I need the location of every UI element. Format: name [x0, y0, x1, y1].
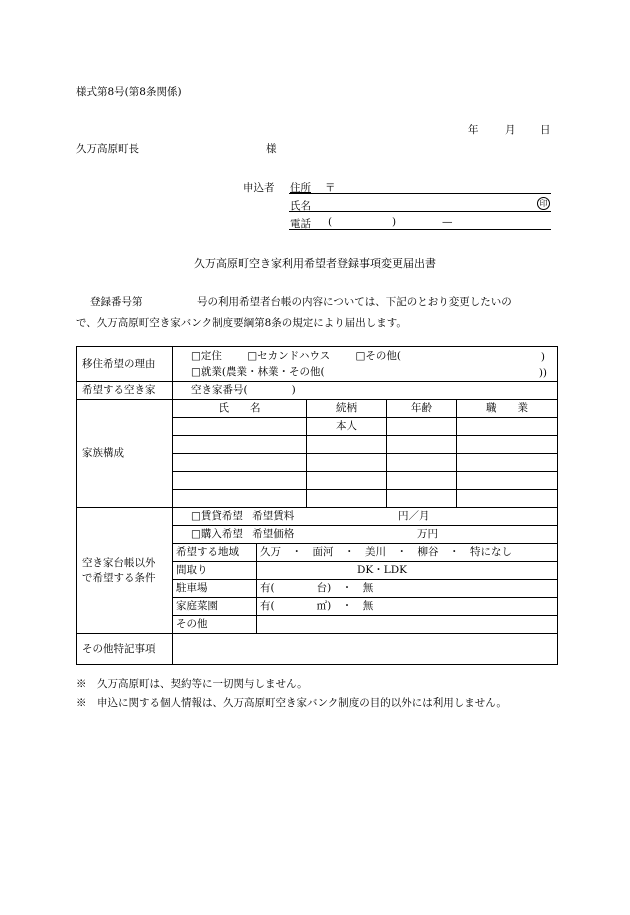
- honorific: 様: [266, 143, 277, 155]
- addressee: 久万高原町長: [76, 143, 139, 155]
- family-age-cell[interactable]: [387, 436, 457, 454]
- body-line1-a: 登録番号第: [90, 296, 143, 308]
- area-options[interactable]: 久万 ・ 面河 ・ 美川 ・ 柳谷 ・ 特になし: [257, 544, 558, 562]
- conditions-label-line2: で希望する条件: [82, 571, 156, 584]
- family-header-occupation: 職 業: [457, 400, 558, 418]
- address-field[interactable]: [289, 193, 551, 194]
- conditions-label: [77, 508, 173, 634]
- family-relation-cell[interactable]: [307, 436, 387, 454]
- date-month-label: 月: [505, 124, 516, 136]
- family-age-cell[interactable]: [387, 490, 457, 508]
- buy-field[interactable]: [173, 526, 558, 544]
- footnote-2: ※ 申込に関する個人情報は、久万高原町空き家バンク制度の目的以外には利用しません。: [76, 697, 507, 709]
- rent-label: 希望賃料: [252, 510, 295, 522]
- garden-field[interactable]: 有( ㎡) ・ 無: [257, 598, 558, 616]
- parking-field[interactable]: 有( 台) ・ 無: [257, 580, 558, 598]
- family-occupation-cell[interactable]: [457, 490, 558, 508]
- family-name-cell[interactable]: [173, 490, 307, 508]
- registration-form-table: [76, 346, 558, 665]
- family-relation-cell[interactable]: [307, 454, 387, 472]
- house-number-field[interactable]: [173, 382, 558, 400]
- layout-label: 間取り: [173, 562, 257, 580]
- phone-dash: —: [442, 216, 453, 228]
- notes-field[interactable]: [173, 634, 558, 665]
- buy-unit: 万円: [417, 528, 438, 540]
- reason-other-close: ): [540, 351, 546, 363]
- rent-unit: 円／月: [398, 510, 430, 522]
- buy-checkbox[interactable]: □購入希望: [191, 528, 243, 540]
- reason-options[interactable]: [173, 347, 558, 382]
- parking-label: 駐車場: [173, 580, 257, 598]
- footnote-1: ※ 久万高原町は、契約等に一切関与しません。: [76, 678, 308, 690]
- applicant-label: 申込者: [243, 182, 275, 194]
- reason-label: 移住希望の理由: [77, 347, 173, 382]
- document-title: 久万高原町空き家利用希望者登録事項変更届出書: [194, 257, 436, 270]
- rent-row: [77, 508, 558, 526]
- family-header-relation: 続柄: [307, 400, 387, 418]
- layout-field[interactable]: DK・LDK: [257, 562, 558, 580]
- family-occupation-cell[interactable]: [457, 418, 558, 436]
- phone-field[interactable]: [289, 229, 551, 230]
- other-label: その他: [173, 616, 257, 634]
- conditions-label-line1: 空き家台帳以外: [82, 556, 156, 569]
- family-name-cell[interactable]: [173, 472, 307, 490]
- address-label: 住所: [290, 182, 311, 194]
- name-field[interactable]: [289, 211, 551, 212]
- buy-label: 希望価格: [252, 528, 295, 540]
- phone-open-paren: (: [328, 216, 333, 228]
- reason-option-second-house[interactable]: □セカンドハウス: [247, 350, 331, 362]
- family-relation-cell[interactable]: [307, 472, 387, 490]
- reason-option-settle[interactable]: □定住: [191, 350, 222, 362]
- family-name-cell[interactable]: [173, 454, 307, 472]
- reason-option-other[interactable]: □その他(: [355, 350, 402, 362]
- family-name-cell[interactable]: [173, 436, 307, 454]
- family-occupation-cell[interactable]: [457, 472, 558, 490]
- rent-field[interactable]: [173, 508, 558, 526]
- name-label: 氏名: [290, 200, 311, 212]
- form-number: 様式第8号(第8条関係): [76, 86, 182, 98]
- postal-mark: 〒: [325, 182, 336, 194]
- reason-row: [77, 347, 558, 382]
- reason-option-employment[interactable]: □就業(農業・林業・その他(: [191, 366, 325, 378]
- notes-label: その他特記事項: [77, 634, 173, 665]
- date-day-label: 日: [540, 124, 551, 136]
- house-label: 希望する空き家: [77, 382, 173, 400]
- house-number-close: ): [291, 384, 296, 396]
- date-year-label: 年: [468, 124, 479, 136]
- family-age-cell[interactable]: [387, 418, 457, 436]
- family-relation-cell: 本人: [307, 418, 387, 436]
- family-name-cell[interactable]: [173, 418, 307, 436]
- notes-row: [77, 634, 558, 665]
- phone-label: 電話: [290, 218, 311, 230]
- seal-mark: 印: [537, 197, 550, 210]
- reason-employment-close: )): [538, 367, 548, 379]
- family-header-row: [77, 400, 558, 418]
- family-header-age: 年齢: [387, 400, 457, 418]
- family-header-name: 氏 名: [173, 400, 307, 418]
- other-field[interactable]: [257, 616, 558, 634]
- family-occupation-cell[interactable]: [457, 454, 558, 472]
- family-age-cell[interactable]: [387, 454, 457, 472]
- phone-close-paren: ): [392, 216, 397, 228]
- body-line1-b: 号の利用希望者台帳の内容については、下記のとおり変更したいの: [197, 296, 512, 308]
- house-number-label: 空き家番号(: [191, 384, 248, 396]
- area-label: 希望する地域: [173, 544, 257, 562]
- family-age-cell[interactable]: [387, 472, 457, 490]
- family-label: 家族構成: [77, 400, 173, 508]
- garden-label: 家庭菜園: [173, 598, 257, 616]
- family-relation-cell[interactable]: [307, 490, 387, 508]
- house-row: [77, 382, 558, 400]
- rent-checkbox[interactable]: □賃貸希望: [191, 510, 243, 522]
- body-line2: で、久万高原町空き家バンク制度要綱第8条の規定により届出します。: [76, 317, 407, 329]
- family-occupation-cell[interactable]: [457, 436, 558, 454]
